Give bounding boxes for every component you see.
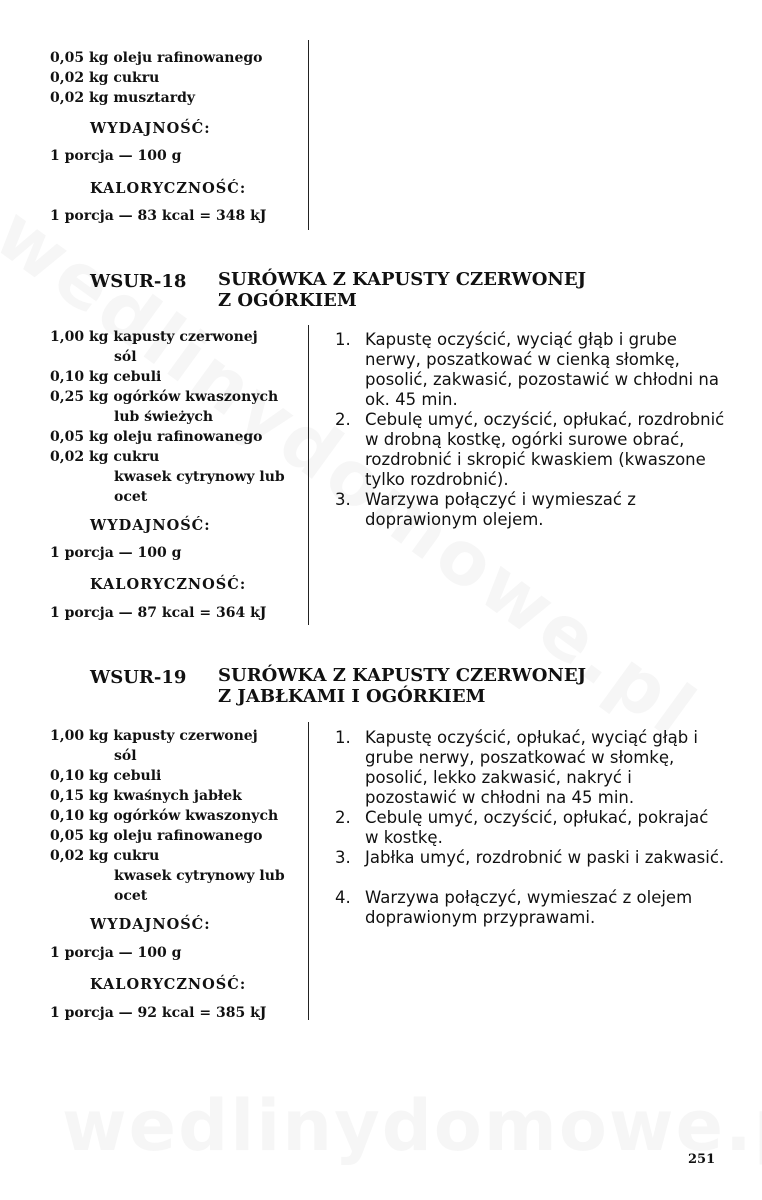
step-number: 1. (335, 330, 351, 349)
ingredient-line: 0,10 kg cebuli (50, 369, 162, 385)
ingredient-line: lub świeżych (114, 409, 214, 425)
step-item (335, 410, 725, 490)
ingredient-line: 0,10 kg cebuli (50, 768, 162, 784)
step-number: 3. (335, 848, 351, 867)
step-text: Kapustę oczyścić, wyciąć głąb i grube nerwy, poszatkować w cienką słomkę, posolić, zakwasić, pozostawić w chłodni na ok. 45 min. (365, 330, 719, 409)
step-text: Cebulę umyć, oczyścić, opłukać, pokrajać w kostkę. (365, 808, 709, 847)
step-text: Kapustę oczyścić, opłukać, wyciąć głąb i grube nerwy, poszatkować w słomkę, posolić, lekko zakwasić, nakryć i pozostawić w chłodni na 45 min. (365, 728, 699, 807)
step-number: 3. (335, 490, 351, 509)
step-item (335, 490, 725, 530)
yield-heading: WYDAJNOŚĆ: (90, 916, 211, 933)
ingredient-line: sól (114, 349, 137, 365)
step-text: Warzywa połączyć i wymieszać z doprawionym olejem. (365, 490, 636, 529)
ingredient-line: 0,10 kg ogórków kwaszonych (50, 808, 279, 824)
ingredient-line: 0,02 kg cukru (50, 70, 160, 86)
recipe-code: WSUR-18 (90, 271, 187, 292)
ingredient-line: 0,02 kg cukru (50, 848, 160, 864)
ingredient-line: kwasek cytrynowy lub (114, 469, 285, 485)
page-number: 251 (688, 1152, 716, 1167)
ingredient-line: ocet (114, 489, 148, 505)
step-number: 1. (335, 728, 351, 747)
ingredient-line: 0,05 kg oleju rafinowanego (50, 50, 263, 66)
step-number: 2. (335, 410, 351, 429)
ingredient-line: 0,02 kg musztardy (50, 90, 195, 106)
yield-heading: WYDAJNOŚĆ: (90, 517, 211, 534)
recipe-title-line1: SURÓWKA Z KAPUSTY CZERWONEJ (218, 269, 587, 290)
calories-value: 1 porcja — 83 kcal = 348 kJ (50, 208, 267, 224)
ingredient-line: 0,05 kg oleju rafinowanego (50, 429, 263, 445)
yield-value: 1 porcja — 100 g (50, 545, 182, 561)
step-item (335, 808, 725, 848)
yield-heading: WYDAJNOŚĆ: (90, 120, 211, 137)
step-number: 2. (335, 808, 351, 827)
recipe-title-line2: Z OGÓRKIEM (218, 290, 357, 311)
ingredient-line: 1,00 kg kapusty czerwonej (50, 329, 258, 345)
ingredient-line: 0,25 kg ogórków kwaszonych (50, 389, 279, 405)
column-divider (308, 40, 309, 230)
step-text: Cebulę umyć, oczyścić, opłukać, rozdrobnić w drobną kostkę, ogórki surowe obrać, rozdrobnić i skropić kwaskiem (kwaszone tylko rozdrobnić). (365, 410, 725, 489)
ingredient-line: 1,00 kg kapusty czerwonej (50, 728, 258, 744)
step-text: Jabłka umyć, rozdrobnić w paski i zakwasić. (365, 848, 725, 867)
recipe-title-line1: SURÓWKA Z KAPUSTY CZERWONEJ (218, 665, 587, 686)
ingredient-line: 0,02 kg cukru (50, 449, 160, 465)
recipe-title-line2: Z JABŁKAMI I OGÓRKIEM (218, 686, 486, 707)
ingredient-line: kwasek cytrynowy lub (114, 868, 285, 884)
ingredient-line: ocet (114, 888, 148, 904)
step-number: 4. (335, 888, 351, 907)
calories-value: 1 porcja — 92 kcal = 385 kJ (50, 1005, 267, 1021)
calories-heading: KALORYCZNOŚĆ: (90, 576, 247, 593)
step-text: Warzywa połączyć, wymieszać z olejem doprawionym przyprawami. (365, 888, 693, 927)
recipe-code: WSUR-19 (90, 667, 187, 688)
step-item (335, 848, 725, 868)
column-divider (308, 722, 309, 1020)
step-item (335, 888, 725, 928)
step-item (335, 728, 725, 808)
step-item (335, 330, 725, 410)
yield-value: 1 porcja — 100 g (50, 945, 182, 961)
column-divider (308, 325, 309, 625)
ingredient-line: 0,05 kg oleju rafinowanego (50, 828, 263, 844)
yield-value: 1 porcja — 100 g (50, 148, 182, 164)
ingredient-line: sól (114, 748, 137, 764)
ingredient-line: 0,15 kg kwaśnych jabłek (50, 788, 242, 804)
calories-heading: KALORYCZNOŚĆ: (90, 180, 247, 197)
bottom-watermark (62, 1085, 762, 1167)
calories-heading: KALORYCZNOŚĆ: (90, 976, 247, 993)
calories-value: 1 porcja — 87 kcal = 364 kJ (50, 605, 267, 621)
